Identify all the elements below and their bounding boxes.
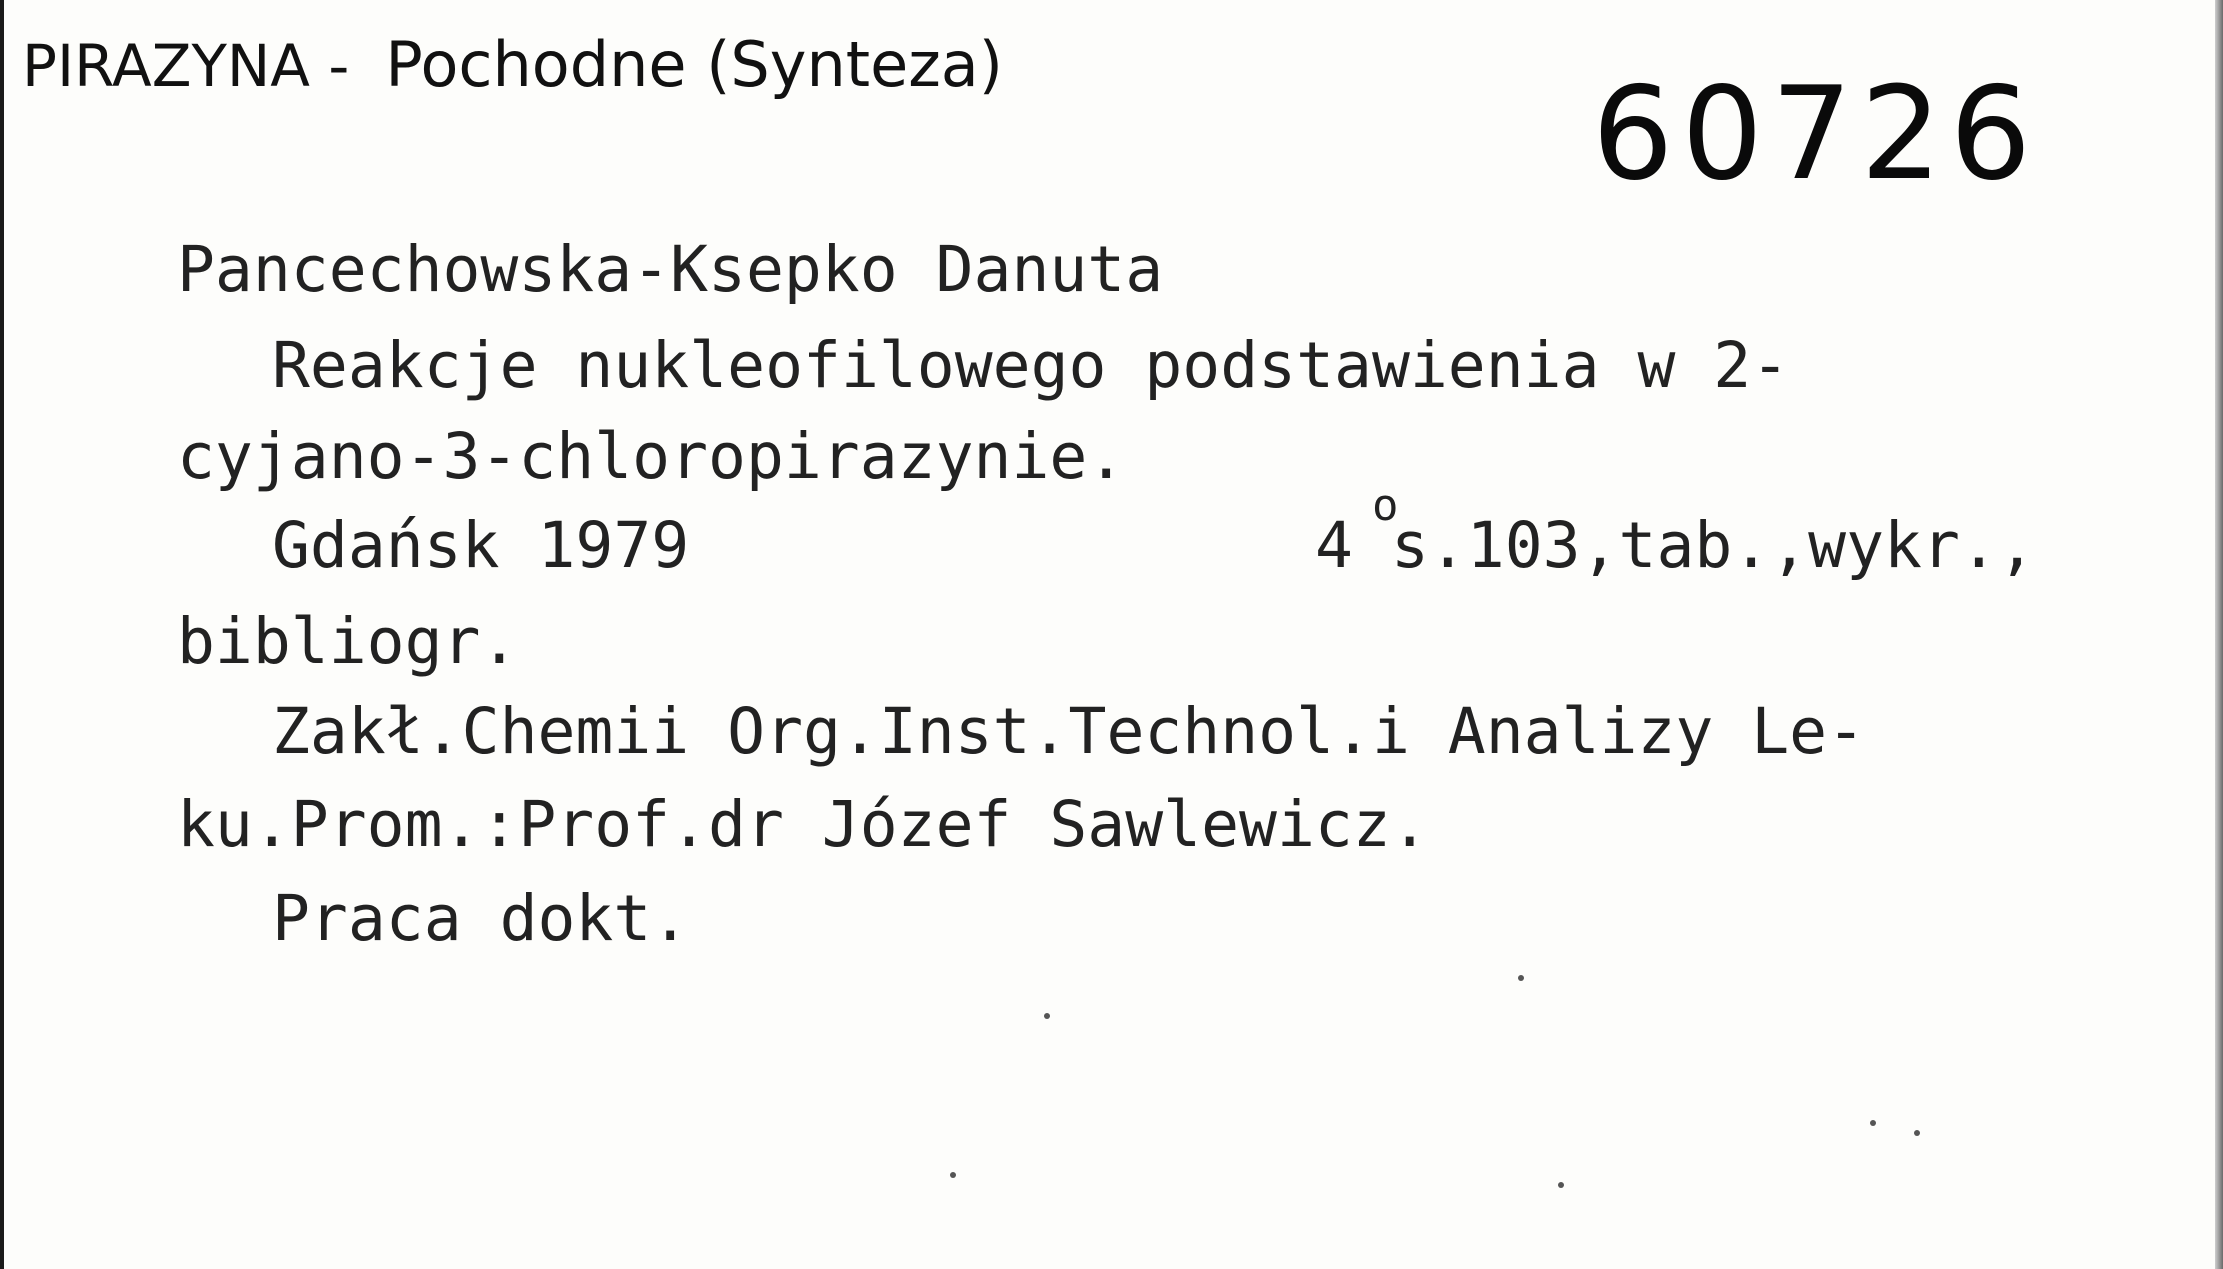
paper-speck (950, 1172, 956, 1178)
title-line-1: Reakcje nukleofilowego podstawienia w 2- (272, 329, 1790, 402)
institution-line-1: Zakł.Chemii Org.Inst.Technol.i Analizy Le- (272, 695, 1866, 768)
subject-heading-sub: Pochodne (Synteza) (385, 28, 1003, 101)
imprint-place-year: Gdańsk 1979 (272, 509, 690, 582)
paper-speck (1914, 1130, 1920, 1136)
imprint-format (1315, 509, 2036, 582)
subject-heading-main: PIRAZYNA - (22, 32, 350, 100)
paper-speck (1518, 975, 1524, 981)
format-degree-mark: o (1372, 480, 1399, 531)
card-left-edge (0, 0, 4, 1269)
bibliography-note: bibliogr. (177, 605, 519, 678)
paper-speck (1870, 1120, 1876, 1126)
paper-speck (1558, 1182, 1564, 1188)
paper-speck (1044, 1013, 1050, 1019)
card-right-edge (2215, 0, 2223, 1269)
call-number: 60726 (1592, 60, 2040, 209)
title-line-2: cyjano-3-chloropirazynie. (177, 420, 1126, 493)
thesis-note: Praca dokt. (272, 882, 690, 955)
institution-line-2: ku.Prom.:Prof.dr Józef Sawlewicz. (177, 788, 1429, 861)
author-line: Pancechowska-Ksepko Danuta (177, 233, 1164, 306)
format-number: 4 (1315, 509, 1353, 582)
subject-heading (22, 28, 1003, 101)
pagination: s.103,tab.,wykr., (1390, 509, 2036, 582)
